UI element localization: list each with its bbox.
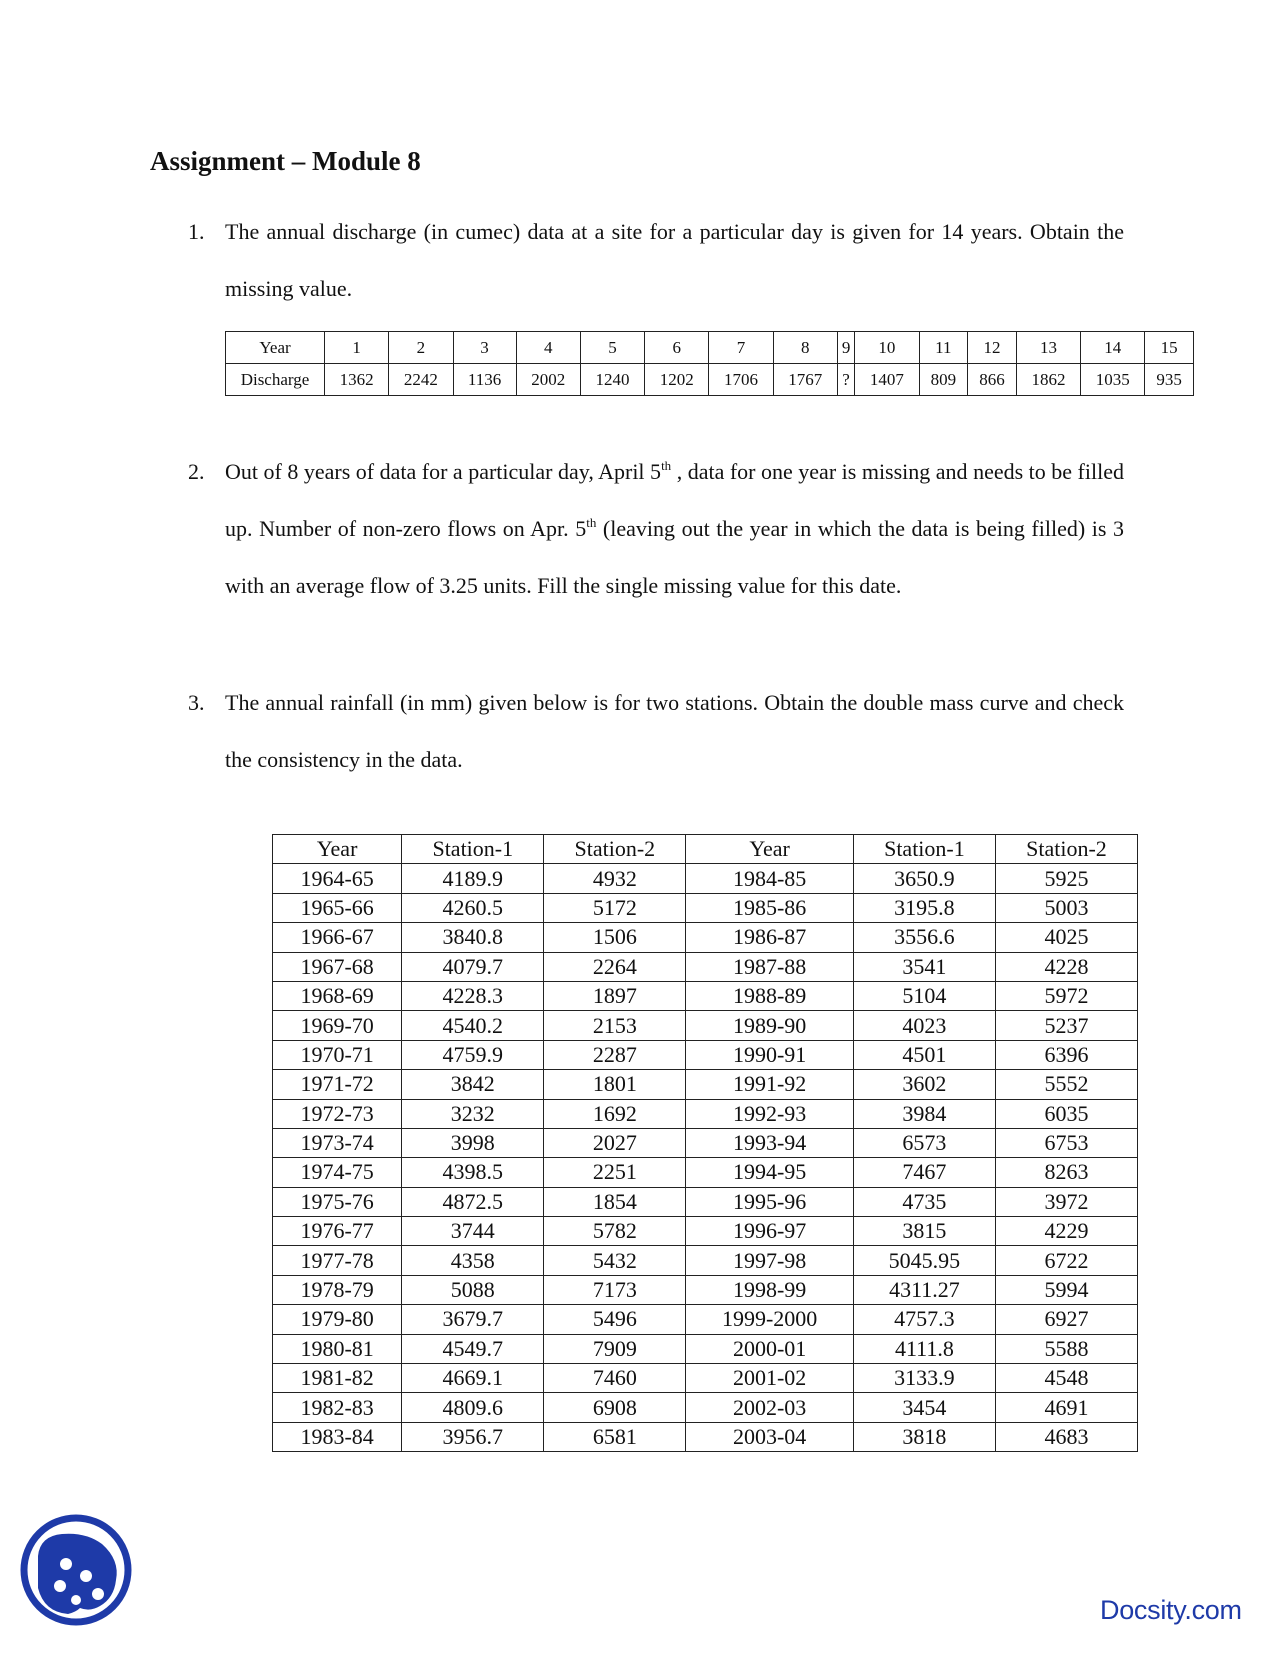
table-cell: 1977-78 [273, 1246, 402, 1275]
table-cell: 4189.9 [402, 864, 544, 893]
column-header: Year [686, 835, 854, 864]
question-number: 3. [188, 690, 205, 715]
superscript: th [586, 515, 597, 530]
table-cell: 1692 [544, 1099, 686, 1128]
table-cell: 1995-96 [686, 1187, 854, 1216]
table-cell: 3133.9 [853, 1364, 995, 1393]
table-cell: 4683 [995, 1422, 1137, 1451]
table-cell: 1991-92 [686, 1070, 854, 1099]
table-cell: 1965-66 [273, 893, 402, 922]
table-row [273, 1246, 1138, 1275]
table-cell: 4669.1 [402, 1364, 544, 1393]
table-cell: 3972 [995, 1187, 1137, 1216]
table-cell: 6753 [995, 1128, 1137, 1157]
table-cell: 2003-04 [686, 1422, 854, 1451]
table-cell-year: 11 [919, 332, 968, 364]
table-cell: 4549.7 [402, 1334, 544, 1363]
table-cell: 2264 [544, 952, 686, 981]
docsity-logo-icon [20, 1514, 132, 1626]
table-cell: 6927 [995, 1305, 1137, 1334]
table-cell: 4025 [995, 923, 1137, 952]
table-cell: 4398.5 [402, 1158, 544, 1187]
table-cell: 4872.5 [402, 1187, 544, 1216]
table-cell-discharge: 1362 [325, 364, 389, 396]
table-cell: 3818 [853, 1422, 995, 1451]
table-cell-discharge: 1862 [1016, 364, 1080, 396]
table-cell: 4757.3 [853, 1305, 995, 1334]
table-cell-year: 1 [325, 332, 389, 364]
table-cell-year: 9 [837, 332, 854, 364]
column-header: Station-2 [544, 835, 686, 864]
table-cell: 4228 [995, 952, 1137, 981]
table-cell: 1973-74 [273, 1128, 402, 1157]
table-cell: 2153 [544, 1011, 686, 1040]
table-cell: 1990-91 [686, 1040, 854, 1069]
table-cell-year: 6 [645, 332, 709, 364]
table-cell: 5003 [995, 893, 1137, 922]
table-cell-year: 10 [855, 332, 919, 364]
table-cell-discharge: 1767 [773, 364, 837, 396]
table-cell: 3232 [402, 1099, 544, 1128]
table-cell: 4358 [402, 1246, 544, 1275]
table-row [273, 1217, 1138, 1246]
table-row [273, 923, 1138, 952]
table-cell: 5088 [402, 1275, 544, 1304]
table-cell: 2001-02 [686, 1364, 854, 1393]
table-row [273, 1393, 1138, 1422]
table-cell: 1993-94 [686, 1128, 854, 1157]
table-cell: 5496 [544, 1305, 686, 1334]
table-cell: 4548 [995, 1364, 1137, 1393]
table-cell: 6035 [995, 1099, 1137, 1128]
table-cell: 5104 [853, 981, 995, 1010]
table-cell: 1971-72 [273, 1070, 402, 1099]
table-cell: 6573 [853, 1128, 995, 1157]
table-cell-year: 4 [516, 332, 580, 364]
row-label-year: Year [226, 332, 325, 364]
table-cell: 2251 [544, 1158, 686, 1187]
table-cell-year: 12 [968, 332, 1017, 364]
table-row [273, 864, 1138, 893]
table-cell: 6396 [995, 1040, 1137, 1069]
table-cell: 5925 [995, 864, 1137, 893]
table-cell: 1966-67 [273, 923, 402, 952]
question-text-part: Out of 8 years of data for a particular day, April 5 [225, 459, 662, 484]
table-cell-discharge: 866 [968, 364, 1017, 396]
question-text: The annual rainfall (in mm) given below is for two stations. Obtain the double mass curve and check the consistency in the data. [225, 690, 1124, 772]
table-cell: 1968-69 [273, 981, 402, 1010]
table-cell: 4111.8 [853, 1334, 995, 1363]
table-cell: 2027 [544, 1128, 686, 1157]
column-header: Year [273, 835, 402, 864]
column-header: Station-2 [995, 835, 1137, 864]
table-cell: 1979-80 [273, 1305, 402, 1334]
table-cell-discharge: 1136 [453, 364, 516, 396]
table-cell-discharge: 1240 [580, 364, 644, 396]
table-cell: 1854 [544, 1187, 686, 1216]
question-number: 2. [188, 459, 205, 484]
table-row [273, 893, 1138, 922]
question-2 [188, 443, 1124, 614]
table-cell: 5432 [544, 1246, 686, 1275]
table-cell: 1969-70 [273, 1011, 402, 1040]
table-cell: 1974-75 [273, 1158, 402, 1187]
table-cell: 1987-88 [686, 952, 854, 981]
table-cell: 3815 [853, 1217, 995, 1246]
table-cell: 7173 [544, 1275, 686, 1304]
table-cell: 1801 [544, 1070, 686, 1099]
table-cell: 1983-84 [273, 1422, 402, 1451]
rainfall-table [272, 834, 1138, 1452]
table-cell: 1998-99 [686, 1275, 854, 1304]
table-cell-discharge: 2002 [516, 364, 580, 396]
table-row-year [226, 332, 1194, 364]
table-cell: 4759.9 [402, 1040, 544, 1069]
table-row [273, 1334, 1138, 1363]
table-cell: 1982-83 [273, 1393, 402, 1422]
table-cell: 3650.9 [853, 864, 995, 893]
table-cell-discharge: 809 [919, 364, 968, 396]
table-cell: 1967-68 [273, 952, 402, 981]
table-row [273, 1364, 1138, 1393]
page-title: Assignment – Module 8 [150, 146, 421, 176]
row-label-discharge: Discharge [226, 364, 325, 396]
table-cell: 7467 [853, 1158, 995, 1187]
table-cell: 1976-77 [273, 1217, 402, 1246]
table-cell: 3454 [853, 1393, 995, 1422]
table-row [273, 1158, 1138, 1187]
table-cell: 5994 [995, 1275, 1137, 1304]
table-cell-discharge: 1202 [645, 364, 709, 396]
table-row [273, 1040, 1138, 1069]
table-cell: 3998 [402, 1128, 544, 1157]
table-cell: 1970-71 [273, 1040, 402, 1069]
table-cell: 1975-76 [273, 1187, 402, 1216]
table-row [273, 1099, 1138, 1128]
table-cell: 3195.8 [853, 893, 995, 922]
table-cell: 3541 [853, 952, 995, 981]
table-cell: 6908 [544, 1393, 686, 1422]
table-cell: 4228.3 [402, 981, 544, 1010]
superscript: th [661, 458, 672, 473]
question-text: The annual discharge (in cumec) data at a site for a particular day is given for 14 years. Obtain the missing value. [225, 219, 1124, 301]
table-cell-year: 5 [580, 332, 644, 364]
table-cell: 1994-95 [686, 1158, 854, 1187]
table-cell: 1506 [544, 923, 686, 952]
table-cell: 1972-73 [273, 1099, 402, 1128]
table-row [273, 1305, 1138, 1334]
table-cell-discharge: 1035 [1081, 364, 1145, 396]
table-cell-discharge: ? [837, 364, 854, 396]
table-cell: 1988-89 [686, 981, 854, 1010]
docsity-brand-text: Docsity.com [1100, 1595, 1242, 1625]
table-row [273, 1128, 1138, 1157]
table-cell: 4735 [853, 1187, 995, 1216]
table-cell: 3984 [853, 1099, 995, 1128]
table-cell: 5552 [995, 1070, 1137, 1099]
table-cell: 7909 [544, 1334, 686, 1363]
table-cell: 3840.8 [402, 923, 544, 952]
table-cell: 2000-01 [686, 1334, 854, 1363]
table-cell: 6581 [544, 1422, 686, 1451]
table-cell: 6722 [995, 1246, 1137, 1275]
table-cell-year: 8 [773, 332, 837, 364]
table-cell: 4023 [853, 1011, 995, 1040]
table-row [273, 952, 1138, 981]
table-cell: 8263 [995, 1158, 1137, 1187]
table-cell: 1989-90 [686, 1011, 854, 1040]
table-cell: 5782 [544, 1217, 686, 1246]
question-text-part: , data for one year is missing and needs to be filled up. Number of non-zero flows on Apr. 5 [225, 459, 1124, 541]
table-cell-year: 7 [709, 332, 773, 364]
table-cell: 1897 [544, 981, 686, 1010]
table-cell: 3956.7 [402, 1422, 544, 1451]
column-header: Station-1 [853, 835, 995, 864]
table-cell: 5972 [995, 981, 1137, 1010]
table-cell: 4501 [853, 1040, 995, 1069]
table-row [273, 1275, 1138, 1304]
table-cell: 1964-65 [273, 864, 402, 893]
table-cell: 5172 [544, 893, 686, 922]
table-cell: 5588 [995, 1334, 1137, 1363]
table-cell-year: 3 [453, 332, 516, 364]
table-cell-year: 13 [1016, 332, 1080, 364]
table-cell: 4260.5 [402, 893, 544, 922]
table-cell: 1980-81 [273, 1334, 402, 1363]
table-row [273, 1187, 1138, 1216]
table-cell: 5237 [995, 1011, 1137, 1040]
table-cell: 1999-2000 [686, 1305, 854, 1334]
column-header: Station-1 [402, 835, 544, 864]
table-row [273, 1422, 1138, 1451]
table-cell: 2002-03 [686, 1393, 854, 1422]
table-cell: 4540.2 [402, 1011, 544, 1040]
table-cell: 1981-82 [273, 1364, 402, 1393]
table-cell: 3744 [402, 1217, 544, 1246]
table-cell-year: 14 [1081, 332, 1145, 364]
table-row [273, 1011, 1138, 1040]
table-row [273, 981, 1138, 1010]
question-number: 1. [188, 219, 205, 244]
table-cell: 1986-87 [686, 923, 854, 952]
table-cell-year: 2 [389, 332, 453, 364]
question-text-part: (leaving out the year in which the data is being filled) is 3 with an average flow of 3.25 units. Fill the single missing value for this date. [225, 516, 1124, 598]
table-cell: 4079.7 [402, 952, 544, 981]
table-cell: 1984-85 [686, 864, 854, 893]
table-cell: 2287 [544, 1040, 686, 1069]
question-text [225, 443, 1124, 614]
table-cell-discharge: 1407 [855, 364, 919, 396]
table-cell: 4932 [544, 864, 686, 893]
discharge-table [225, 331, 1194, 396]
table-cell: 1992-93 [686, 1099, 854, 1128]
table-cell: 4229 [995, 1217, 1137, 1246]
table-cell: 4691 [995, 1393, 1137, 1422]
question-3 [188, 674, 1124, 788]
table-cell: 4809.6 [402, 1393, 544, 1422]
table-cell: 3556.6 [853, 923, 995, 952]
table-cell-discharge: 2242 [389, 364, 453, 396]
table-cell: 1978-79 [273, 1275, 402, 1304]
table-row-discharge [226, 364, 1194, 396]
table-cell: 7460 [544, 1364, 686, 1393]
table-cell-discharge: 1706 [709, 364, 773, 396]
table-cell: 4311.27 [853, 1275, 995, 1304]
table-row [273, 1070, 1138, 1099]
table-cell: 5045.95 [853, 1246, 995, 1275]
table-cell: 1985-86 [686, 893, 854, 922]
table-cell: 3679.7 [402, 1305, 544, 1334]
table-header-row [273, 835, 1138, 864]
table-cell: 1997-98 [686, 1246, 854, 1275]
table-cell: 3602 [853, 1070, 995, 1099]
question-1 [188, 203, 1124, 317]
table-cell-year: 15 [1145, 332, 1194, 364]
table-cell: 3842 [402, 1070, 544, 1099]
table-cell-discharge: 935 [1145, 364, 1194, 396]
table-cell: 1996-97 [686, 1217, 854, 1246]
